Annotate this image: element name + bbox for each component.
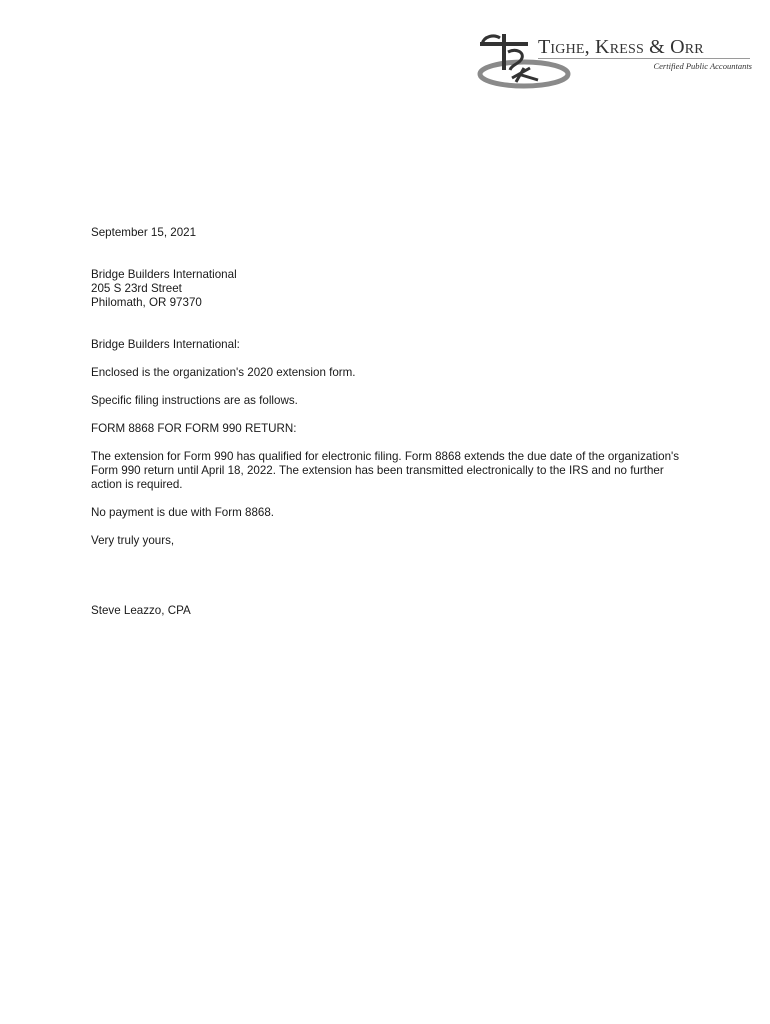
paragraph-extension: The extension for Form 990 has qualified for electronic filing. Form 8868 extends the due date of the organization's Form 990 return until April 18, 2022. The extension has been transmitted electronically to the IRS and no further action is required.	[91, 450, 680, 491]
firm-name: Tighe, Kress & Orr	[538, 36, 704, 58]
paragraph-heading: FORM 8868 FOR FORM 990 RETURN:	[91, 422, 297, 435]
paragraph-instructions: Specific filing instructions are as follows.	[91, 394, 298, 407]
signature: Steve Leazzo, CPA	[91, 604, 191, 617]
letterhead	[472, 30, 754, 92]
firm-subtitle: Certified Public Accountants	[653, 61, 752, 71]
recipient-street: 205 S 23rd Street	[91, 282, 182, 295]
recipient-name: Bridge Builders International	[91, 268, 237, 281]
salutation: Bridge Builders International:	[91, 338, 240, 351]
paragraph-enclosure: Enclosed is the organization's 2020 extension form.	[91, 366, 356, 379]
letter-date: September 15, 2021	[91, 226, 197, 239]
recipient-address	[91, 268, 681, 310]
closing: Very truly yours,	[91, 534, 175, 547]
letter-body	[91, 226, 681, 618]
letterhead-rule	[538, 58, 750, 59]
recipient-city-state-zip: Philomath, OR 97370	[91, 296, 202, 309]
paragraph-payment: No payment is due with Form 8868.	[91, 506, 275, 519]
